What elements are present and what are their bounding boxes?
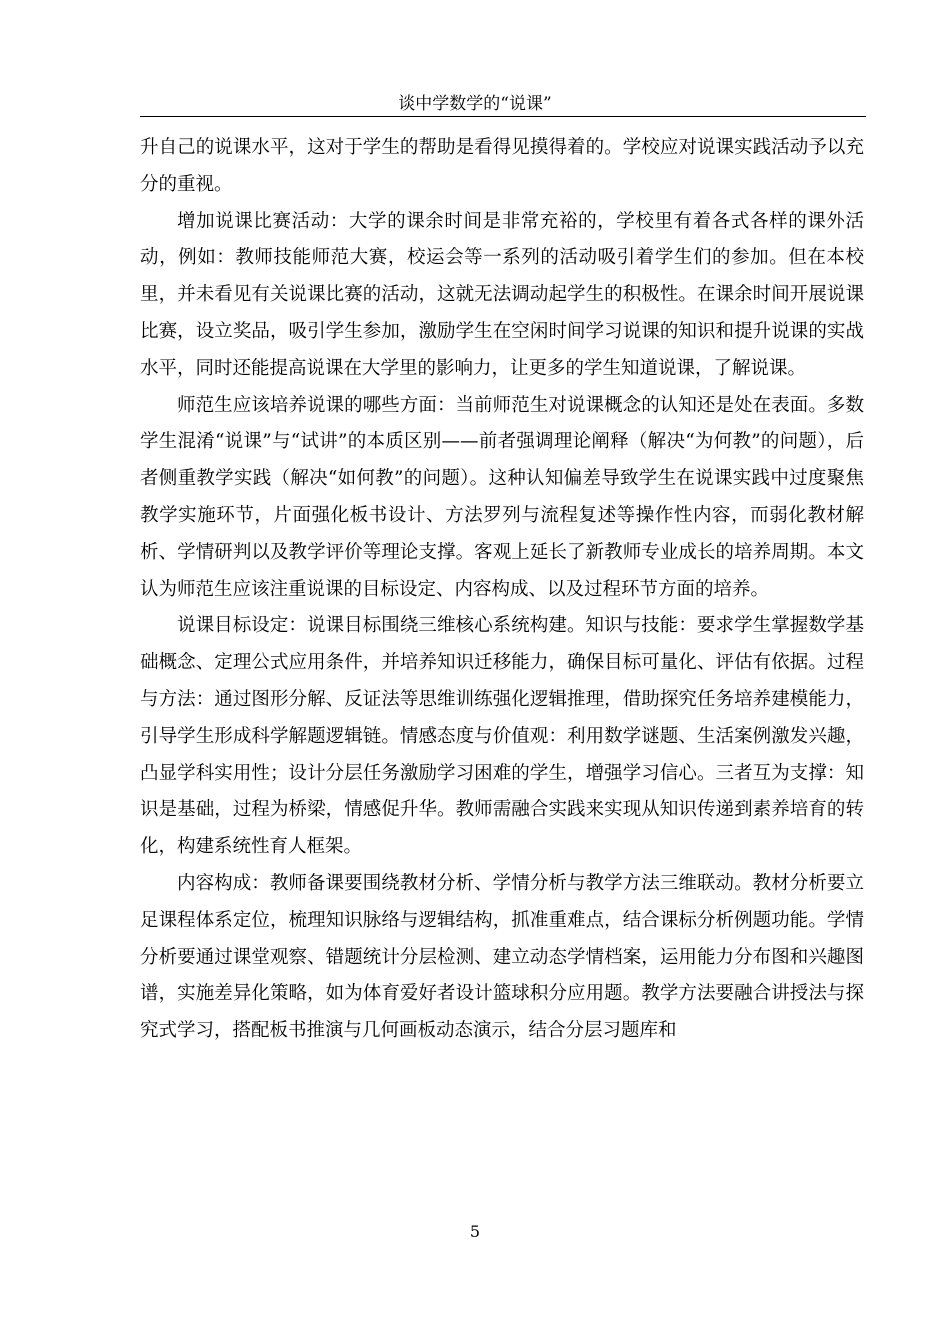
paragraph-training-aspects: 师范生应该培养说课的哪些方面：当前师范生对说课概念的认知还是处在表面。多数学生混淆“说课”与“试讲”的本质区别——前者强调理论阐释（解决“为何教”的问题），后者侧重教学实践（解决“如何教”的问题）。这种认知偏差导致学生在说课实践中过度聚焦教学实施环节，片面强化板书设计、方法罗列与流程复述等操作性内容，而弱化教材解析、学情研判以及教学评价等理论支撑。客观上延长了新教师专业成长的培养周期。本文认为师范生应该注重说课的目标设定、内容构成、以及过程环节方面的培养。 (140, 394, 864, 600)
header-divider (140, 116, 866, 117)
page-number: 5 (469, 1222, 481, 1241)
paragraph-goal-setting: 说课目标设定：说课目标围绕三维核心系统构建。知识与技能：要求学生掌握数学基础概念、定理公式应用条件，并培养知识迁移能力，确保目标可量化、评估有依据。过程与方法：通过图形分解、反证法等思维训练强化逻辑推理，借助探究任务培养建模能力，引导学生形成科学解题逻辑链。情感态度与价值观：利用数学谜题、生活案例激发兴趣，凸显学科实用性；设计分层任务激励学习困难的学生，增强学习信心。三者互为支撑：知识是基础，过程为桥梁，情感促升华。教师需融合实践来实现从知识传递到素养培育的转化，构建系统性育人框架。 (140, 615, 864, 858)
running-header-title: 谈中学数学的“说课” (398, 94, 552, 114)
body-text (140, 130, 864, 1050)
paragraph-speaking-contest: 增加说课比赛活动：大学的课余时间是非常充裕的，学校里有着各式各样的课外活动，例如：教师技能师范大赛，校运会等一系列的活动吸引着学生们的参加。但在本校里，并未看见有关说课比赛的活动，这就无法调动起学生的积极性。在课余时间开展说课比赛，设立奖品，吸引学生参加，激励学生在空闲时间学习说课的知识和提升说课的实战水平，同时还能提高说课在大学里的影响力，让更多的学生知道说课，了解说课。 (140, 210, 864, 379)
paragraph-continuation: 升自己的说课水平，这对于学生的帮助是看得见摸得着的。学校应对说课实践活动予以充分的重视。 (140, 137, 864, 195)
paragraph-content-composition: 内容构成：教师备课要围绕教材分析、学情分析与教学方法三维联动。教材分析要立足课程体系定位，梳理知识脉络与逻辑结构，抓准重难点，结合课标分析例题功能。学情分析要通过课堂观察、错题统计分层检测、建立动态学情档案，运用能力分布图和兴趣图谱，实施差异化策略，如为体育爱好者设计篮球积分应用题。教学方法要融合讲授法与探究式学习，搭配板书推演与几何画板动态演示，结合分层习题库和 (140, 872, 864, 1042)
